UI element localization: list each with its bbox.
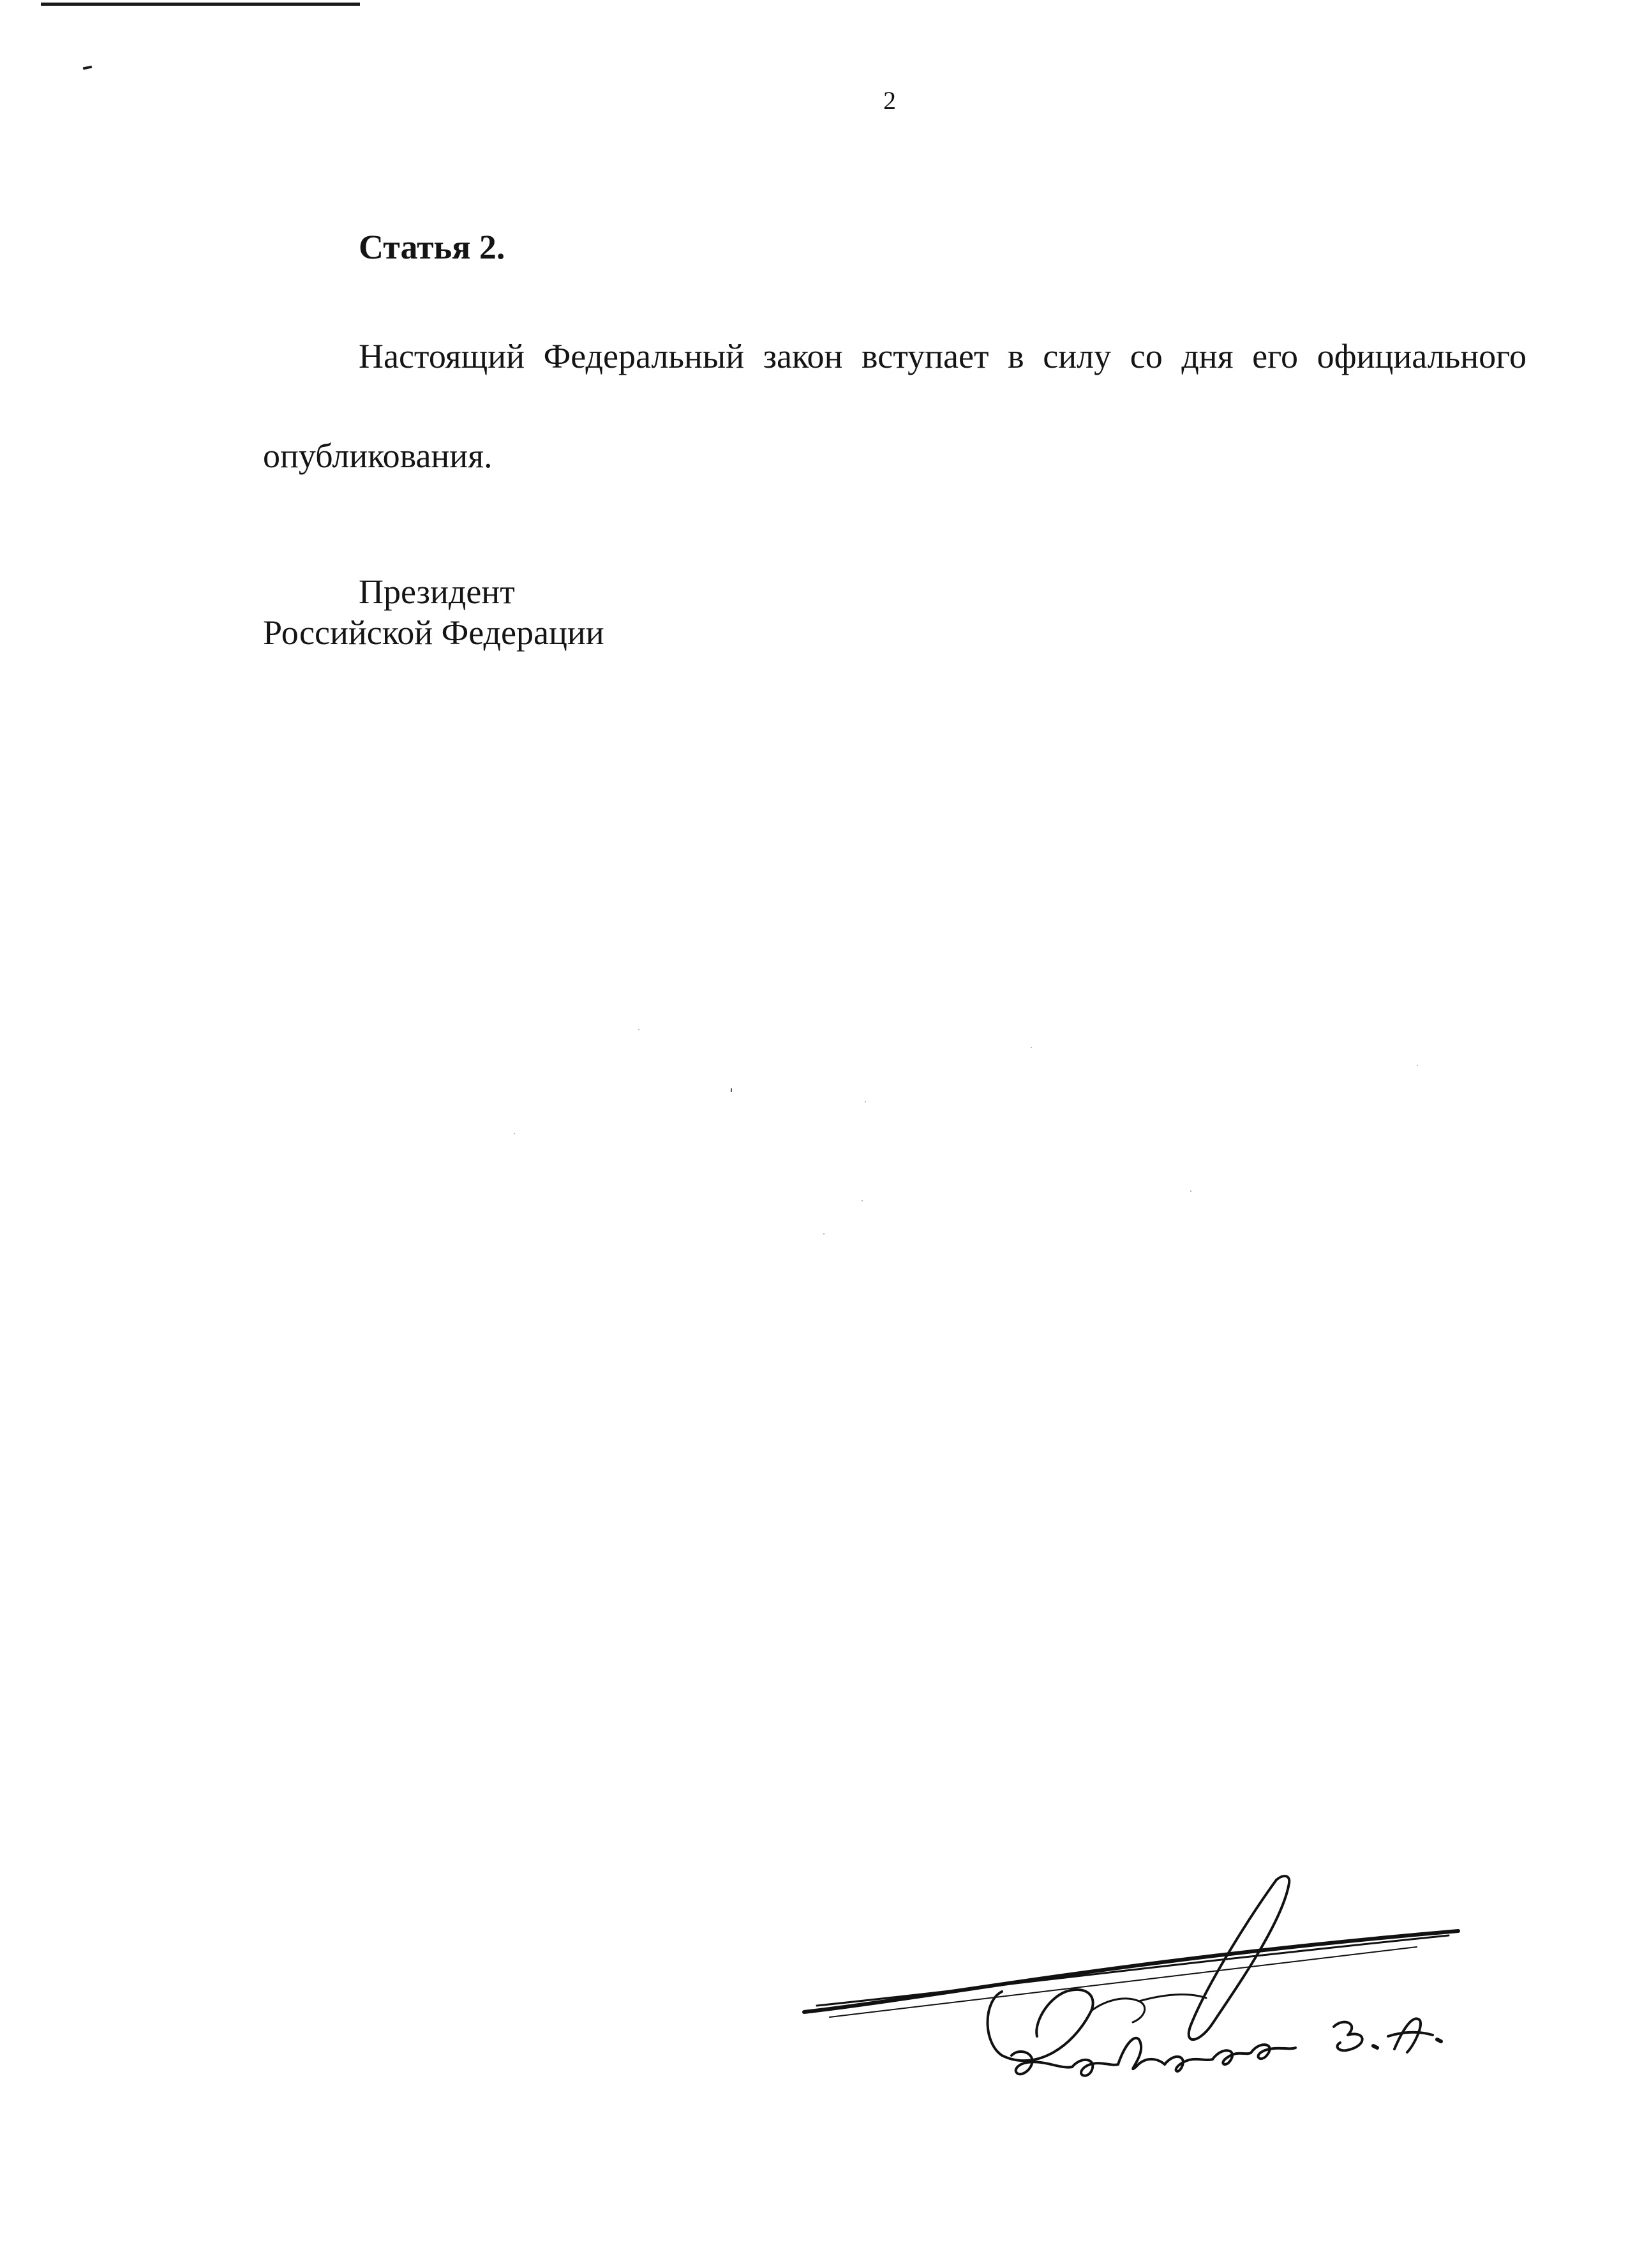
scan-speck xyxy=(1190,1190,1191,1192)
scan-speck xyxy=(514,1133,515,1134)
scan-speck xyxy=(1031,1047,1032,1048)
handwritten-signature xyxy=(791,1864,1481,2107)
scan-speck xyxy=(862,1200,863,1201)
signatory-title-line-1: Президент xyxy=(359,573,515,611)
signatory-block xyxy=(263,571,604,653)
page-number: 2 xyxy=(883,86,896,115)
signatory-title-line-2: Российской Федерации xyxy=(263,613,604,652)
scan-speck xyxy=(638,1029,639,1030)
scan-speck xyxy=(865,1101,866,1102)
scan-speck xyxy=(731,1088,732,1092)
scan-edge-mark xyxy=(41,3,360,6)
scan-speck xyxy=(823,1233,825,1235)
scan-speck xyxy=(1417,1065,1418,1066)
article-heading: Статья 2. xyxy=(359,228,505,266)
article-body: Настоящий Федеральный закон вступает в силу со дня его официального опубликования. xyxy=(263,337,1527,475)
scan-speck-mark xyxy=(83,66,93,70)
